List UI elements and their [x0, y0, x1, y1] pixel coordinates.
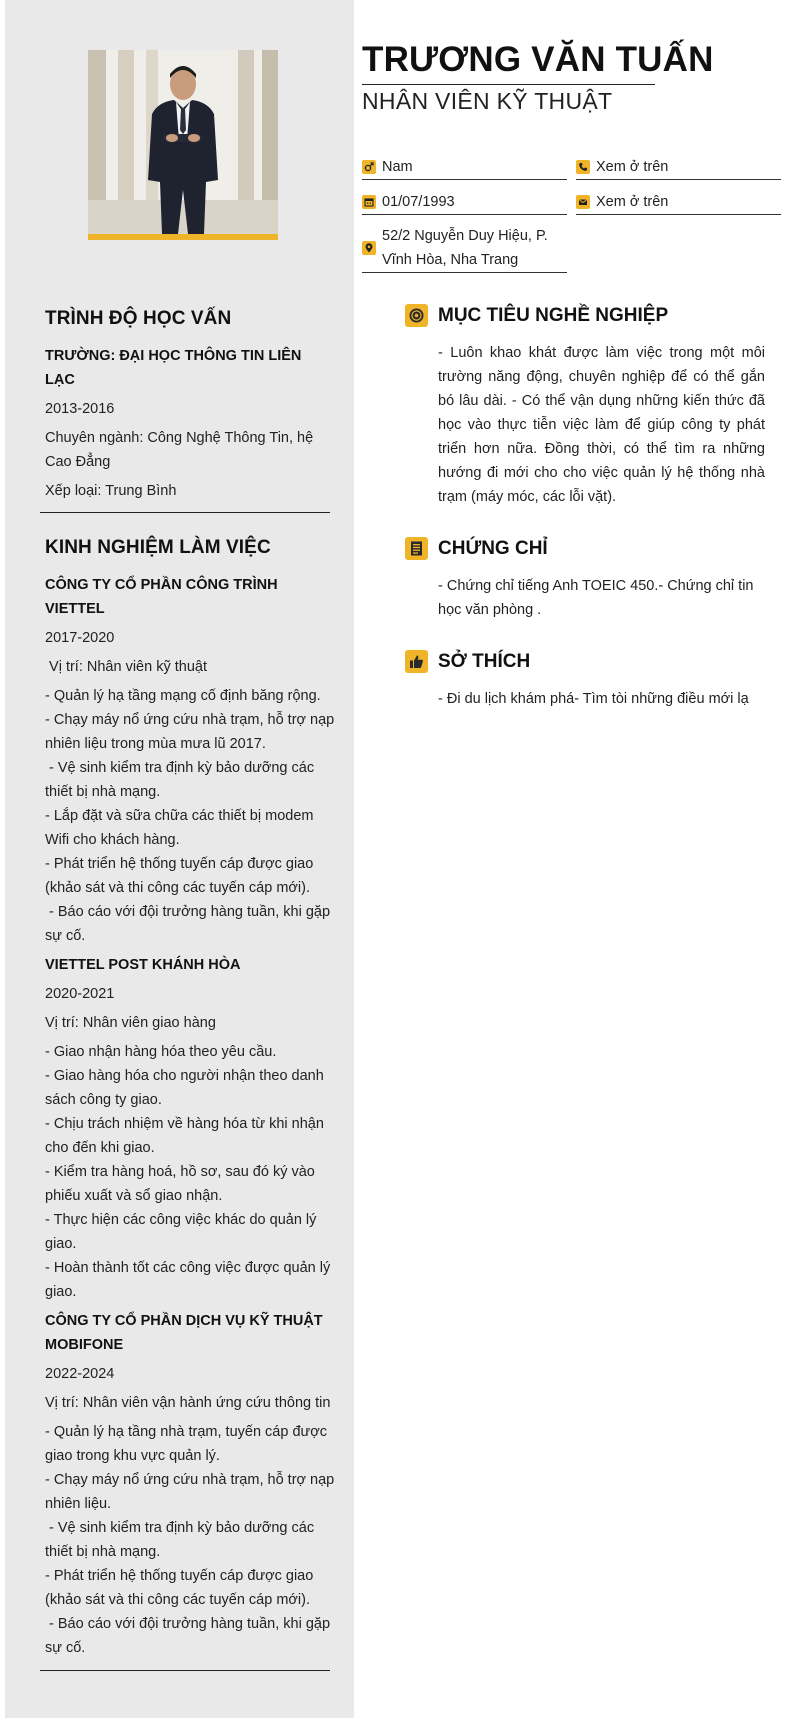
job-task: - Thực hiện các công việc khác do quản lý giao.	[45, 1212, 317, 1252]
job-task: - Giao hàng hóa cho người nhận theo danh sách công ty giao.	[45, 1068, 324, 1108]
job-task: - Kiểm tra hàng hoá, hồ sơ, sau đó ký vào phiếu xuất và sổ giao nhận.	[45, 1164, 315, 1204]
gender-value: Nam	[382, 159, 413, 175]
hobbies-text: - Đi du lịch khám phá- Tìm tòi những điều mới lạ	[438, 691, 749, 707]
job-task: - Chạy máy nổ ứng cứu nhà trạm, hỗ trợ nạp nhiên liệu trong mùa mưa lũ 2017.	[45, 712, 339, 752]
objective-header	[405, 304, 765, 327]
job-position: Vị trí: Nhân viên vận hành ứng cứu thông tin	[45, 1395, 331, 1411]
job-tasks	[45, 1040, 335, 1304]
education-school: TRƯỜNG: ĐẠI HỌC THÔNG TIN LIÊN LẠC	[45, 348, 302, 388]
job-task: - Quản lý hạ tầng nhà trạm, tuyến cáp được giao trong khu vực quản lý.	[45, 1424, 332, 1464]
email-icon	[576, 195, 590, 209]
experience-divider	[40, 1670, 330, 1671]
certificate-icon	[405, 537, 428, 560]
info-birthday	[362, 190, 567, 215]
certificates-title: CHỨNG CHỈ	[438, 537, 548, 559]
job-task: - Phát triển hệ thống tuyến cáp được giao (khảo sát và thi công các tuyến cáp mới).	[45, 1568, 318, 1608]
phone-icon	[576, 160, 590, 174]
education-period: 2013-2016	[45, 401, 115, 417]
job-task: - Quản lý hạ tầng mạng cố định băng rộng.	[45, 688, 321, 704]
job-task: - Vệ sinh kiểm tra định kỳ bảo dưỡng các thiết bị nhà mạng.	[45, 760, 319, 800]
certificates-text: - Chứng chỉ tiếng Anh TOEIC 450.- Chứng chỉ tin học văn phòng .	[438, 578, 754, 618]
location-icon	[362, 241, 376, 255]
education-grade: Xếp loại: Trung Bình	[45, 483, 177, 499]
profile-photo	[88, 50, 278, 240]
job-task: - Lắp đặt và sữa chữa các thiết bị modem Wifi cho khách hàng.	[45, 808, 318, 848]
job-task: - Chịu trách nhiệm về hàng hóa từ khi nhận cho đến khi giao.	[45, 1116, 324, 1156]
job-entry-1	[45, 573, 339, 948]
job-task: - Hoàn thành tốt các công việc được quản lý giao.	[45, 1260, 331, 1300]
job-task: - Báo cáo với đội trưởng hàng tuần, khi gặp sự cố.	[45, 904, 335, 944]
info-address	[362, 224, 567, 273]
education-major: Chuyên ngành: Công Nghệ Thông Tin, hệ Cao Đẳng	[45, 430, 314, 470]
job-task: - Vệ sinh kiểm tra định kỳ bảo dưỡng các thiết bị nhà mạng.	[45, 1520, 319, 1560]
job-task: - Phát triển hệ thống tuyến cáp được giao (khảo sát và thi công các tuyến cáp mới).	[45, 856, 318, 896]
sidebar	[5, 0, 354, 1718]
info-gender	[362, 155, 567, 180]
name-underline	[362, 84, 655, 85]
birthday-value: 01/07/1993	[382, 194, 455, 210]
job-position: Vị trí: Nhân viên kỹ thuật	[45, 659, 207, 675]
job-tasks	[45, 1420, 339, 1660]
calendar-icon	[362, 195, 376, 209]
education-section	[45, 308, 335, 503]
address-value: 52/2 Nguyễn Duy Hiệu, P. Vĩnh Hòa, Nha Trang	[382, 228, 548, 268]
job-task: - Báo cáo với đội trưởng hàng tuần, khi gặp sự cố.	[45, 1616, 335, 1656]
objective-text: - Luôn khao khát được làm việc trong một môi trường năng động, chuyên nghiệp để có thể gắn bó lâu dài. - Có thể vận dụng những kiến thức đã học vào thực tiễn việc làm để giúp công ty phát triển hơn nữa. Đồng thời, có thể tìm ra những hướng đi mới cho cho việc quản lý hệ thống nhà trạm (máy móc, các lỗi vặt).	[438, 345, 765, 505]
job-task: - Giao nhận hàng hóa theo yêu cầu.	[45, 1044, 277, 1060]
job-period: 2022-2024	[45, 1366, 115, 1382]
info-email	[576, 190, 781, 215]
profile-photo-image	[88, 50, 278, 234]
info-phone	[576, 155, 781, 180]
hobbies-header	[405, 650, 765, 673]
job-entry-2	[45, 953, 335, 1304]
certificates-section	[405, 537, 765, 622]
education-title: TRÌNH ĐỘ HỌC VẤN	[45, 308, 232, 329]
objective-section	[405, 304, 765, 509]
thumbs-up-icon	[405, 650, 428, 673]
job-tasks	[45, 684, 339, 948]
target-icon	[405, 304, 428, 327]
experience-section	[45, 537, 339, 1660]
job-period: 2017-2020	[45, 630, 115, 646]
candidate-job-title: NHÂN VIÊN KỸ THUẬT	[362, 88, 613, 114]
email-value: Xem ở trên	[596, 194, 669, 210]
job-company: CÔNG TY CỔ PHẦN CÔNG TRÌNH VIETTEL	[45, 577, 278, 617]
experience-title: KINH NGHIỆM LÀM VIỆC	[45, 537, 271, 558]
certificates-header	[405, 537, 765, 560]
candidate-name: TRƯƠNG VĂN TUẤN	[362, 40, 714, 79]
hobbies-title: SỞ THÍCH	[438, 650, 531, 672]
job-task: - Chạy máy nổ ứng cứu nhà trạm, hỗ trợ nạp nhiên liệu.	[45, 1472, 339, 1512]
job-position: Vị trí: Nhân viên giao hàng	[45, 1015, 216, 1031]
phone-value: Xem ở trên	[596, 159, 669, 175]
job-company: CÔNG TY CỔ PHẦN DỊCH VỤ KỸ THUẬT MOBIFONE	[45, 1313, 323, 1353]
objective-title: MỤC TIÊU NGHỀ NGHIỆP	[438, 304, 669, 326]
gender-icon	[362, 160, 376, 174]
job-entry-3	[45, 1309, 339, 1660]
job-company: VIETTEL POST KHÁNH HÒA	[45, 957, 241, 973]
job-period: 2020-2021	[45, 986, 115, 1002]
education-divider	[40, 512, 330, 513]
hobbies-section	[405, 650, 765, 711]
